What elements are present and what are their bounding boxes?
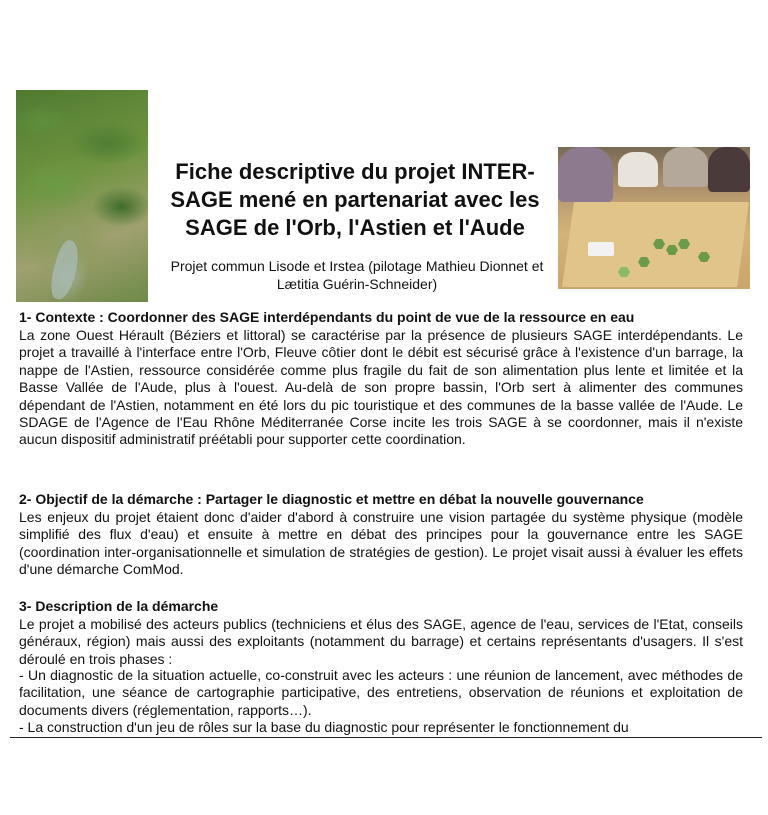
section-paragraph-contexte: La zone Ouest Hérault (Béziers et littoral) se caractérise par la présence de plusieurs SAGE interdépendants. Le projet a travaillé à l'interface entre l'Orb, Fleuve côtier dont le débit est sécurisé grâce à l'existence d'un barrage, la nappe de l'Astien, ressource considérée comme plus fragile du fait de son alimentation plus lente et limitée et la Basse Vallée de l'Aude, plus à l'ouest. Au-delà de son propre bassin, l'Orb sert à alimenter des communes dépendant de l'Astien, notamment en été lors du pic touristique et des communes de la basse vallée de l'Aude. Le SDAGE de l'Agence de l'Eau Rhône Méditerranée Corse incite les trois SAGE à se coordonner, mais il n'existe aucun dispositif administratif préétabli pour supporter cette coordination.: [19, 327, 743, 448]
page-title: Fiche descriptive du projet INTER-SAGE mené en partenariat avec les SAGE de l'Orb, l'Astien et l'Aude: [170, 159, 540, 240]
section-paragraph-description: Le projet a mobilisé des acteurs publics (techniciens et élus des SAGE, agence de l'eau, services de l'Etat, conseils généraux, région) mais aussi des exploitants (notamment du barrage) et certains représentants d'usagers. Il s'est déroulé en trois phases :: [19, 616, 743, 667]
section-heading-contexte: 1- Contexte : Coordonner des SAGE interdépendants du point de vue de la ressource en eau: [19, 309, 635, 325]
bullet-item-text: - La construction d'un jeu de rôles sur la base du diagnostic pour représenter le fonctionnement du: [19, 719, 629, 735]
page-divider: [10, 737, 762, 738]
person-figure: [663, 147, 708, 187]
person-figure: [708, 147, 750, 192]
page-subtitle: Projet commun Lisode et Irstea (pilotage Mathieu Dionnet et Lætitia Guérin-Schneider): [170, 258, 544, 292]
role-playing-game-photo: [558, 147, 750, 289]
person-figure: [558, 147, 613, 202]
river-shape: [47, 238, 84, 302]
device: [588, 242, 614, 256]
person-figure: [618, 152, 658, 187]
section-heading-objectif: 2- Objectif de la démarche : Partager le diagnostic et mettre en débat la nouvelle gouvernance: [19, 491, 644, 507]
bullet-item: - Un diagnostic de la situation actuelle, co-construit avec les acteurs : une réunion de lancement, avec méthodes de facilitation, une séance de cartographie participative, des entretiens, observation de réunions et exploitation de documents divers (réglementation, rapports…).: [19, 667, 743, 718]
bullet-item-truncated: [19, 719, 743, 736]
landscape-photo: [16, 90, 148, 302]
section-heading-description: 3- Description de la démarche: [19, 598, 219, 614]
section-paragraph-objectif: Les enjeux du projet étaient donc d'aider d'abord à construire une vision partagée du système physique (modèle simplifié des flux d'eau) et ensuite à mettre en débat des principes pour la gouvernance entre les SAGE (coordination inter-organisationnelle et simulation de stratégies de gestion). Le projet visait aussi à évaluer les effets d'une démarche ComMod.: [19, 509, 743, 578]
